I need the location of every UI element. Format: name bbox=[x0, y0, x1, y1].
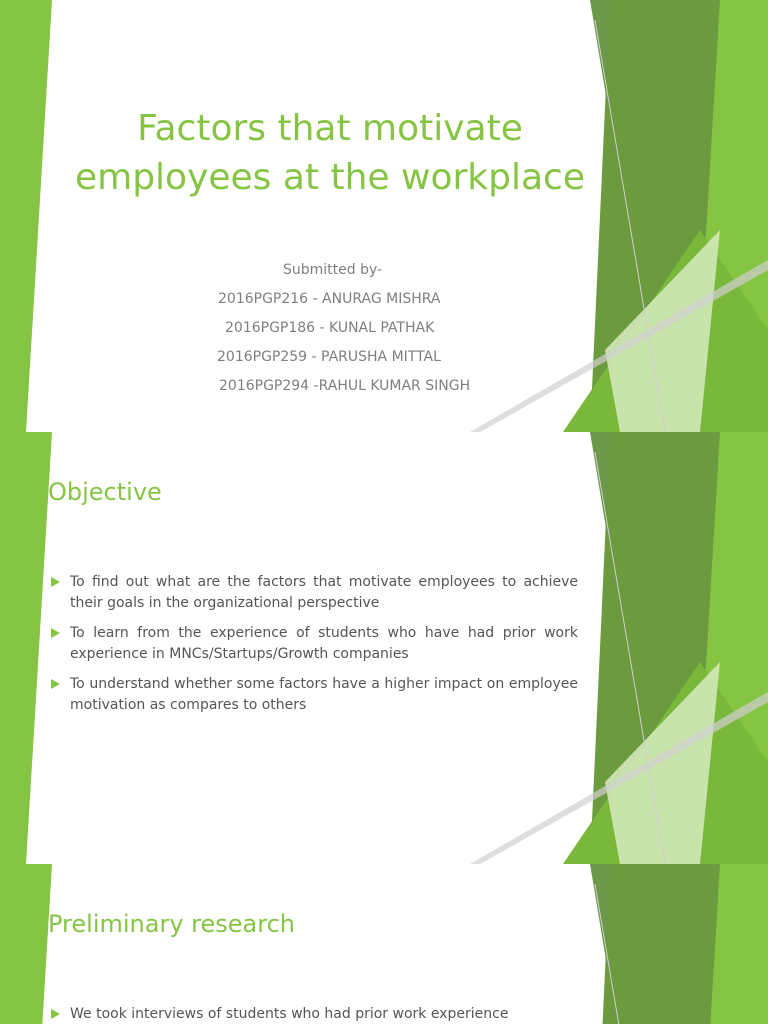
research-bullet-list bbox=[48, 1004, 578, 1024]
green-facet-decoration bbox=[0, 864, 768, 1024]
title-slide bbox=[0, 0, 768, 432]
list-item bbox=[48, 1004, 578, 1024]
objective-bullet-list bbox=[48, 572, 578, 725]
triangle-bullet-icon bbox=[51, 628, 60, 638]
subtitle-line: Submitted by- bbox=[283, 262, 383, 278]
bullet-text: To find out what are the factors that motivate employees to achieve their goals in the organizational perspective bbox=[70, 574, 578, 611]
list-item bbox=[48, 674, 578, 716]
slide-heading: Preliminary research bbox=[48, 910, 295, 938]
slide-title: Factors that motivate employees at the workplace bbox=[74, 108, 585, 198]
submitted-by-list bbox=[170, 258, 540, 403]
list-item bbox=[48, 572, 578, 614]
subtitle-line: 2016PGP294 -RAHUL KUMAR SINGH bbox=[219, 378, 471, 394]
list-item bbox=[48, 623, 578, 665]
bullet-text: To learn from the experience of students who have had prior work experience in MNCs/Startups/Growth companies bbox=[70, 625, 578, 662]
subtitle-line: 2016PGP259 - PARUSHA MITTAL bbox=[217, 349, 441, 365]
triangle-bullet-icon bbox=[51, 1009, 60, 1019]
triangle-bullet-icon bbox=[51, 679, 60, 689]
bullet-text: To understand whether some factors have a higher impact on employee motivation as compares to others bbox=[70, 676, 578, 713]
preliminary-research-slide bbox=[0, 864, 768, 1024]
objective-slide bbox=[0, 432, 768, 864]
bullet-text: We took interviews of students who had prior work experience bbox=[70, 1006, 509, 1022]
triangle-bullet-icon bbox=[51, 577, 60, 587]
slide-heading: Objective bbox=[48, 478, 162, 506]
subtitle-line: 2016PGP216 - ANURAG MISHRA bbox=[218, 291, 441, 307]
subtitle-line: 2016PGP186 - KUNAL PATHAK bbox=[225, 320, 435, 336]
